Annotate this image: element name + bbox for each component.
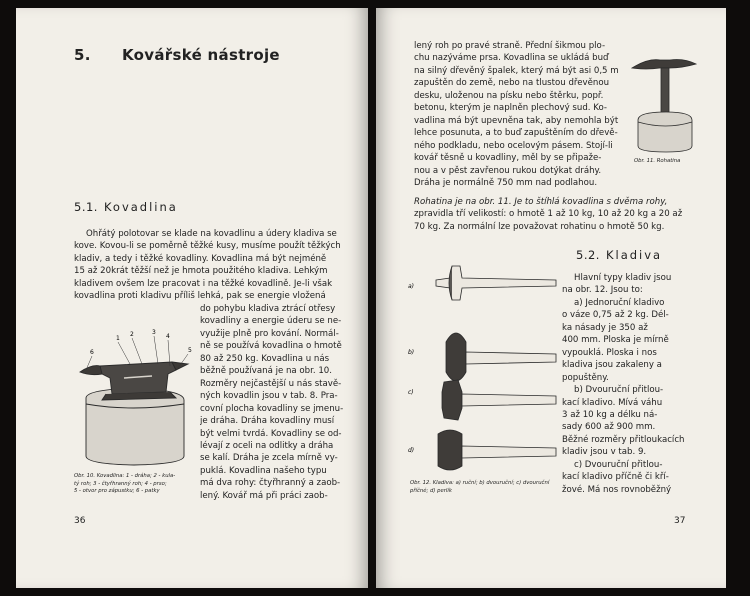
text-line: lévají z oceli na odlitky a dráha <box>200 440 334 451</box>
figure-label-3: 3 <box>152 329 156 336</box>
text-line: Dráha je normálně 750 mm nad podlahou. <box>414 177 598 188</box>
section-heading-kovadlina <box>74 200 178 214</box>
hammer-label-b: b) <box>408 349 415 356</box>
left-page <box>16 8 368 588</box>
text-line: zpravidla tří velikostí: o hmotě 1 až 10 kg, 10 až 20 kg a 20 až <box>414 209 683 220</box>
text-line: využije plně pro kování. Normál- <box>200 328 339 339</box>
text-line: lený. Kovář má při práci zaob- <box>200 490 328 501</box>
figure-label-2: 2 <box>130 331 134 338</box>
figure-label-5: 5 <box>188 347 192 354</box>
text-line: Rozměry nejčastější u nás stavě- <box>200 378 342 389</box>
text-line: vypouklá. Ploska i nos <box>562 347 657 358</box>
text-line: Rohatina je na obr. 11. Je to štíhlá kovadlina s dvěma rohy, <box>414 197 668 207</box>
text-line: kove. Kovou-li se poměrně těžké kusy, musíme použít těžkých <box>74 241 341 252</box>
text-line: puklá. Kovadlina našeho typu <box>200 465 327 476</box>
text-line: ně se používá kovadlina o hmotě <box>200 341 342 352</box>
text-line: Hlavní typy kladiv jsou <box>574 273 672 283</box>
text-line: 400 mm. Ploska je mírně <box>562 335 669 346</box>
text-line: ka násady je 350 až <box>562 322 648 333</box>
text-line: covní plocha kovadliny se jmenu- <box>200 403 344 414</box>
right-page <box>376 8 726 588</box>
text-line: žové. Má nos rovnoběžný <box>562 484 672 495</box>
caption-line: 5 - otvor pro zápustku; 6 - patky <box>74 488 160 494</box>
text-line: desku, uloženou na písku nebo štěrku, popř. <box>414 90 604 101</box>
caption-line: Obr. 12. Kladiva: a) ruční; b) dvouruční; c) dvouruční <box>410 480 550 486</box>
text-line: kladiva jsou zakaleny a <box>562 360 662 371</box>
chapter-title-text: Kovářské nástroje <box>122 46 280 64</box>
caption-line: příčné; d) perlík <box>410 487 452 494</box>
caption-line: tý roh; 3 - čtyřhranný roh; 4 - prso; <box>74 480 167 487</box>
text-line: se kalí. Dráha je zcela mírně vy- <box>200 453 338 464</box>
hammer-label-d: d) <box>408 447 415 454</box>
text-line: je dráha. Dráha kovadliny musí <box>200 416 335 427</box>
text-line: kovadlina proti kladivu příliš lehká, pak se energie vložená <box>74 291 326 302</box>
right-text-top <box>414 40 632 189</box>
section-number: 5.1. <box>74 200 98 214</box>
text-line: c) Dvouruční přitlou- <box>574 459 663 470</box>
text-line: popuštěny. <box>562 372 609 383</box>
text-line: lený roh po pravé straně. Přední šikmou plo- <box>414 41 606 51</box>
text-line: a) Jednoruční kladivo <box>574 297 665 308</box>
figure-11-caption: Obr. 11. Rohatina <box>634 158 681 164</box>
text-line: vadlina má být upevněna tak, aby nemohla být <box>414 115 619 126</box>
text-line: 3 až 10 kg a délku ná- <box>562 409 658 420</box>
section-title: Kladiva <box>605 248 663 262</box>
anvil-figure <box>72 320 202 470</box>
hammers-figure <box>406 258 562 473</box>
text-line: do pohybu kladiva ztrácí otřesy <box>200 304 336 314</box>
page-number-left: 36 <box>74 516 86 526</box>
right-text-rohatina <box>414 196 714 233</box>
text-line: kladivem ovšem lze pracovat i na těžké kovadlině. Je-li však <box>74 278 333 289</box>
rohatina-figure <box>630 46 700 156</box>
text-line: sady 600 až 900 mm. <box>562 422 656 433</box>
text-line: o váze 0,75 až 2 kg. Dél- <box>562 310 669 321</box>
left-text-wide <box>74 228 364 303</box>
text-line: na silný dřevěný špalek, který má být asi 0,5 m <box>414 65 619 76</box>
text-line: kací kladivo příčně či kří- <box>562 472 669 483</box>
text-line: kovadliny a energie úderu se ne- <box>200 316 342 327</box>
text-line: běžně používaná je na obr. 10. <box>200 366 333 377</box>
left-text-narrow <box>200 303 364 502</box>
text-line: kací kladivo. Mívá váhu <box>562 397 663 408</box>
hammer-label-a: a) <box>408 283 415 290</box>
section-heading-kladiva <box>576 248 662 262</box>
text-line: na obr. 12. Jsou to: <box>562 285 643 296</box>
text-line: betonu, kterým je naplněn plechový sud. Ko- <box>414 103 607 114</box>
text-line: kladiv, a tedy i těžké kovadliny. Kovadlina má být nejméně <box>74 253 327 264</box>
hammer-label-c: c) <box>408 389 414 396</box>
figure-label-4: 4 <box>166 333 170 340</box>
caption-line: Obr. 10. Kovadlina: 1 - dráha; 2 - kula- <box>74 473 176 479</box>
section-title: Kovadlina <box>103 200 178 214</box>
text-line: kovář těsně u kovadliny, měl by se připaže- <box>414 153 602 164</box>
section-number: 5.2. <box>576 248 600 262</box>
text-line: b) Dvouruční přitlou- <box>574 385 664 396</box>
figure-label-1: 1 <box>116 335 120 342</box>
figure-10-caption <box>74 473 198 496</box>
text-line: lehce posunuta, a to buď zapuštěním do dřevě- <box>414 128 618 139</box>
text-line: ného podkladu, nebo ocelovým pásem. Stojí-li <box>414 140 613 151</box>
text-line: ných kovadlin jsou v tab. 8. Pra- <box>200 391 338 402</box>
text-line: Běžné rozměry přitloukacích <box>562 434 685 445</box>
text-line: zapuštěn do země, nebo na tlustou dřevěnou <box>414 78 610 89</box>
chapter-number: 5. <box>74 46 91 64</box>
right-text-kladiva <box>562 272 710 496</box>
figure-label-6: 6 <box>90 349 94 356</box>
figure-12-caption <box>410 480 560 495</box>
text-line: být velmi tvrdá. Kovadliny se od- <box>200 428 342 439</box>
text-line: nou a v pěst zavřenou rukou dotýkat dráhy. <box>414 165 602 176</box>
text-line: chu nazýváme prsa. Kovadlina se ukládá buď <box>414 53 609 64</box>
text-line: 80 až 250 kg. Kovadlina u nás <box>200 353 330 364</box>
text-line: 15 až 20krát těžší než je hmota použitého kladiva. Lehkým <box>74 266 328 277</box>
text-line: 70 kg. Za normální lze považovat rohatinu o hmotě 50 kg. <box>414 221 665 232</box>
text-line: Ohřátý polotovar se klade na kovadlinu a údery kladiva se <box>86 229 337 239</box>
text-line: kladiv jsou v tab. 9. <box>562 447 647 458</box>
chapter-title <box>74 46 280 64</box>
page-number-right: 37 <box>674 516 686 526</box>
text-line: má dva rohy: čtyřhranný a zaob- <box>200 478 341 489</box>
